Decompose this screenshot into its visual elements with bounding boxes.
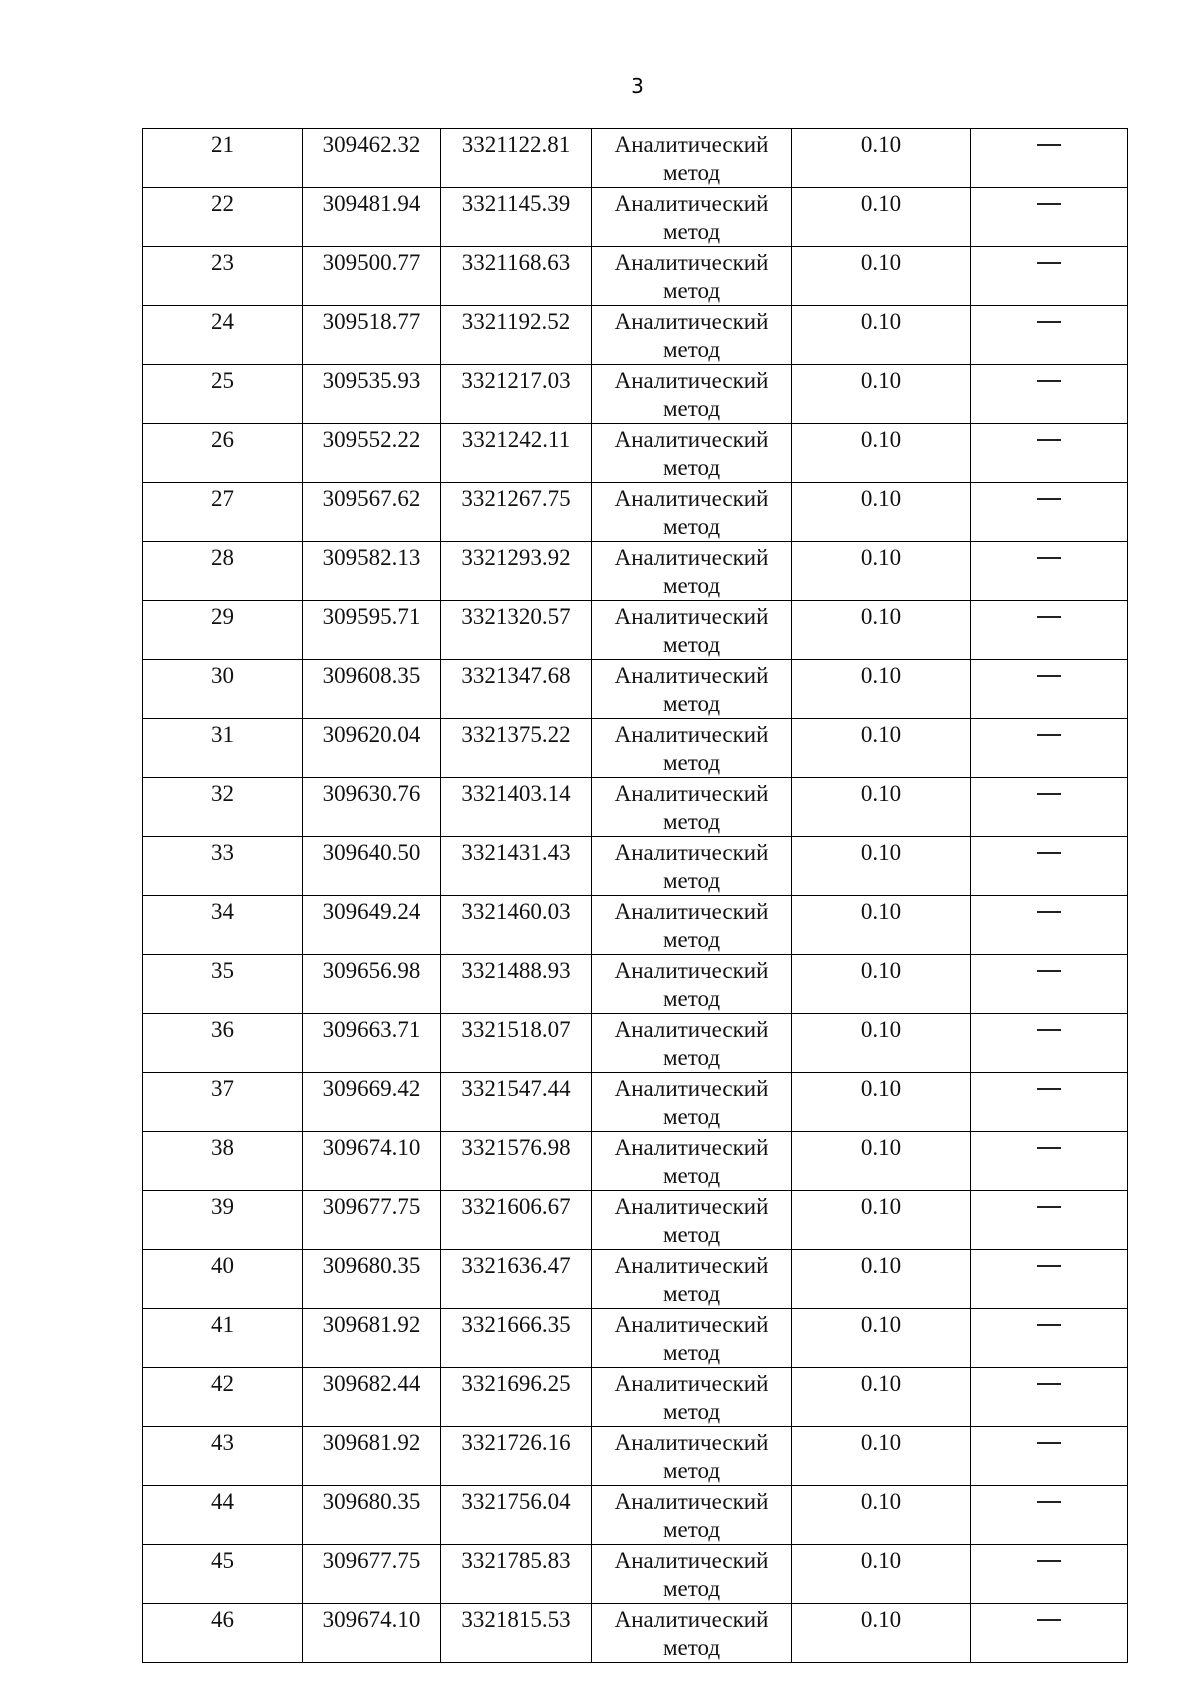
cell-y-coordinate: 3321320.57: [441, 601, 592, 660]
cell-x-coordinate: 309481.94: [303, 188, 441, 247]
cell-point-number: 31: [143, 719, 303, 778]
dash-mark: [1037, 1560, 1061, 1562]
table-row: [143, 1309, 1128, 1368]
cell-point-number: 23: [143, 247, 303, 306]
method-line-1: Аналитический: [614, 1312, 769, 1337]
method-line-1: Аналитический: [614, 1135, 769, 1160]
cell-point-number: 43: [143, 1427, 303, 1486]
table-row: [143, 1073, 1128, 1132]
cell-accuracy: 0.10: [792, 719, 971, 778]
cell-note: [971, 660, 1128, 719]
cell-method: [592, 1545, 792, 1604]
cell-accuracy: 0.10: [792, 247, 971, 306]
cell-x-coordinate: 309595.71: [303, 601, 441, 660]
cell-point-number: 46: [143, 1604, 303, 1663]
cell-accuracy: 0.10: [792, 1427, 971, 1486]
method-line-2: метод: [662, 1281, 721, 1306]
method-line-2: метод: [662, 1517, 721, 1542]
table-row: [143, 1486, 1128, 1545]
cell-method: [592, 365, 792, 424]
cell-accuracy: 0.10: [792, 129, 971, 188]
cell-accuracy: 0.10: [792, 306, 971, 365]
table-row: [143, 365, 1128, 424]
dash-mark: [1037, 616, 1061, 618]
cell-point-number: 30: [143, 660, 303, 719]
method-line-2: метод: [662, 573, 721, 598]
cell-y-coordinate: 3321168.63: [441, 247, 592, 306]
dash-mark: [1037, 262, 1061, 264]
cell-x-coordinate: 309620.04: [303, 719, 441, 778]
coordinates-table: [142, 128, 1128, 1663]
cell-y-coordinate: 3321192.52: [441, 306, 592, 365]
cell-x-coordinate: 309681.92: [303, 1427, 441, 1486]
cell-note: [971, 601, 1128, 660]
cell-y-coordinate: 3321122.81: [441, 129, 592, 188]
cell-accuracy: 0.10: [792, 1191, 971, 1250]
method-line-2: метод: [662, 1399, 721, 1424]
cell-method: [592, 719, 792, 778]
method-line-1: Аналитический: [614, 1017, 769, 1042]
method-line-1: Аналитический: [614, 1607, 769, 1632]
cell-point-number: 45: [143, 1545, 303, 1604]
cell-method: [592, 483, 792, 542]
cell-point-number: 22: [143, 188, 303, 247]
cell-note: [971, 1191, 1128, 1250]
table-row: [143, 778, 1128, 837]
cell-point-number: 25: [143, 365, 303, 424]
cell-y-coordinate: 3321518.07: [441, 1014, 592, 1073]
cell-y-coordinate: 3321403.14: [441, 778, 592, 837]
cell-note: [971, 1014, 1128, 1073]
cell-accuracy: 0.10: [792, 1604, 971, 1663]
cell-point-number: 42: [143, 1368, 303, 1427]
table-row: [143, 660, 1128, 719]
method-line-2: метод: [662, 1576, 721, 1601]
cell-y-coordinate: 3321636.47: [441, 1250, 592, 1309]
cell-y-coordinate: 3321460.03: [441, 896, 592, 955]
table-row: [143, 1014, 1128, 1073]
cell-x-coordinate: 309669.42: [303, 1073, 441, 1132]
method-line-1: Аналитический: [614, 1194, 769, 1219]
method-line-1: Аналитический: [614, 545, 769, 570]
cell-note: [971, 365, 1128, 424]
table-row: [143, 896, 1128, 955]
cell-note: [971, 1250, 1128, 1309]
method-line-2: метод: [662, 632, 721, 657]
cell-x-coordinate: 309682.44: [303, 1368, 441, 1427]
dash-mark: [1037, 144, 1061, 146]
cell-y-coordinate: 3321293.92: [441, 542, 592, 601]
cell-method: [592, 837, 792, 896]
dash-mark: [1037, 1206, 1061, 1208]
cell-method: [592, 896, 792, 955]
dash-mark: [1037, 1265, 1061, 1267]
method-line-2: метод: [662, 219, 721, 244]
cell-point-number: 44: [143, 1486, 303, 1545]
cell-accuracy: 0.10: [792, 837, 971, 896]
cell-point-number: 36: [143, 1014, 303, 1073]
cell-note: [971, 1309, 1128, 1368]
table-row: [143, 483, 1128, 542]
method-line-1: Аналитический: [614, 1489, 769, 1514]
cell-x-coordinate: 309680.35: [303, 1250, 441, 1309]
cell-point-number: 26: [143, 424, 303, 483]
method-line-2: метод: [662, 337, 721, 362]
cell-y-coordinate: 3321666.35: [441, 1309, 592, 1368]
method-line-1: Аналитический: [614, 1076, 769, 1101]
method-line-1: Аналитический: [614, 722, 769, 747]
table-row: [143, 542, 1128, 601]
cell-accuracy: 0.10: [792, 424, 971, 483]
method-line-2: метод: [662, 1458, 721, 1483]
dash-mark: [1037, 1442, 1061, 1444]
method-line-1: Аналитический: [614, 663, 769, 688]
cell-note: [971, 1486, 1128, 1545]
cell-accuracy: 0.10: [792, 1250, 971, 1309]
dash-mark: [1037, 1383, 1061, 1385]
cell-accuracy: 0.10: [792, 1309, 971, 1368]
dash-mark: [1037, 1501, 1061, 1503]
table-row: [143, 306, 1128, 365]
cell-note: [971, 778, 1128, 837]
cell-point-number: 21: [143, 129, 303, 188]
dash-mark: [1037, 970, 1061, 972]
cell-method: [592, 1250, 792, 1309]
cell-x-coordinate: 309640.50: [303, 837, 441, 896]
cell-note: [971, 1073, 1128, 1132]
method-line-1: Аналитический: [614, 604, 769, 629]
cell-method: [592, 1132, 792, 1191]
method-line-2: метод: [662, 160, 721, 185]
cell-note: [971, 129, 1128, 188]
cell-method: [592, 188, 792, 247]
method-line-2: метод: [662, 1635, 721, 1660]
cell-point-number: 29: [143, 601, 303, 660]
dash-mark: [1037, 793, 1061, 795]
cell-accuracy: 0.10: [792, 896, 971, 955]
method-line-2: метод: [662, 1340, 721, 1365]
cell-y-coordinate: 3321815.53: [441, 1604, 592, 1663]
cell-method: [592, 1309, 792, 1368]
cell-accuracy: 0.10: [792, 601, 971, 660]
cell-method: [592, 424, 792, 483]
method-line-1: Аналитический: [614, 1371, 769, 1396]
cell-accuracy: 0.10: [792, 660, 971, 719]
cell-method: [592, 1073, 792, 1132]
table-row: [143, 424, 1128, 483]
cell-method: [592, 601, 792, 660]
cell-accuracy: 0.10: [792, 1073, 971, 1132]
cell-note: [971, 955, 1128, 1014]
cell-point-number: 28: [143, 542, 303, 601]
method-line-2: метод: [662, 455, 721, 480]
dash-mark: [1037, 852, 1061, 854]
cell-x-coordinate: 309582.13: [303, 542, 441, 601]
dash-mark: [1037, 380, 1061, 382]
cell-accuracy: 0.10: [792, 188, 971, 247]
cell-note: [971, 896, 1128, 955]
method-line-1: Аналитический: [614, 368, 769, 393]
cell-point-number: 24: [143, 306, 303, 365]
dash-mark: [1037, 1324, 1061, 1326]
table-row: [143, 601, 1128, 660]
cell-y-coordinate: 3321347.68: [441, 660, 592, 719]
cell-accuracy: 0.10: [792, 1014, 971, 1073]
cell-note: [971, 1604, 1128, 1663]
cell-method: [592, 1486, 792, 1545]
cell-note: [971, 1368, 1128, 1427]
method-line-2: метод: [662, 1163, 721, 1188]
table-row: [143, 1191, 1128, 1250]
method-line-2: метод: [662, 396, 721, 421]
dash-mark: [1037, 1029, 1061, 1031]
cell-note: [971, 719, 1128, 778]
cell-y-coordinate: 3321431.43: [441, 837, 592, 896]
cell-x-coordinate: 309518.77: [303, 306, 441, 365]
table-row: [143, 719, 1128, 778]
method-line-1: Аналитический: [614, 486, 769, 511]
cell-x-coordinate: 309677.75: [303, 1191, 441, 1250]
cell-y-coordinate: 3321547.44: [441, 1073, 592, 1132]
cell-y-coordinate: 3321606.67: [441, 1191, 592, 1250]
cell-point-number: 39: [143, 1191, 303, 1250]
cell-method: [592, 1604, 792, 1663]
cell-point-number: 41: [143, 1309, 303, 1368]
cell-method: [592, 1014, 792, 1073]
cell-x-coordinate: 309681.92: [303, 1309, 441, 1368]
cell-point-number: 32: [143, 778, 303, 837]
cell-x-coordinate: 309552.22: [303, 424, 441, 483]
cell-note: [971, 306, 1128, 365]
cell-y-coordinate: 3321696.25: [441, 1368, 592, 1427]
table-row: [143, 1368, 1128, 1427]
cell-note: [971, 188, 1128, 247]
method-line-1: Аналитический: [614, 1253, 769, 1278]
cell-y-coordinate: 3321375.22: [441, 719, 592, 778]
cell-method: [592, 778, 792, 837]
method-line-1: Аналитический: [614, 840, 769, 865]
cell-note: [971, 483, 1128, 542]
dash-mark: [1037, 675, 1061, 677]
cell-y-coordinate: 3321576.98: [441, 1132, 592, 1191]
cell-method: [592, 1427, 792, 1486]
cell-x-coordinate: 309630.76: [303, 778, 441, 837]
cell-method: [592, 955, 792, 1014]
dash-mark: [1037, 1619, 1061, 1621]
method-line-1: Аналитический: [614, 1548, 769, 1573]
cell-x-coordinate: 309567.62: [303, 483, 441, 542]
cell-point-number: 37: [143, 1073, 303, 1132]
cell-note: [971, 837, 1128, 896]
method-line-2: метод: [662, 1104, 721, 1129]
table-row: [143, 129, 1128, 188]
cell-note: [971, 1545, 1128, 1604]
cell-y-coordinate: 3321145.39: [441, 188, 592, 247]
cell-note: [971, 424, 1128, 483]
cell-y-coordinate: 3321242.11: [441, 424, 592, 483]
method-line-2: метод: [662, 1222, 721, 1247]
method-line-2: метод: [662, 809, 721, 834]
cell-point-number: 27: [143, 483, 303, 542]
method-line-2: метод: [662, 868, 721, 893]
cell-accuracy: 0.10: [792, 1132, 971, 1191]
cell-accuracy: 0.10: [792, 542, 971, 601]
dash-mark: [1037, 734, 1061, 736]
cell-x-coordinate: 309677.75: [303, 1545, 441, 1604]
table-row: [143, 1427, 1128, 1486]
table-row: [143, 188, 1128, 247]
method-line-1: Аналитический: [614, 1430, 769, 1455]
cell-point-number: 34: [143, 896, 303, 955]
cell-x-coordinate: 309608.35: [303, 660, 441, 719]
table-row: [143, 837, 1128, 896]
cell-accuracy: 0.10: [792, 778, 971, 837]
cell-point-number: 35: [143, 955, 303, 1014]
cell-x-coordinate: 309500.77: [303, 247, 441, 306]
cell-note: [971, 1132, 1128, 1191]
method-line-1: Аналитический: [614, 427, 769, 452]
cell-accuracy: 0.10: [792, 365, 971, 424]
cell-method: [592, 306, 792, 365]
dash-mark: [1037, 1088, 1061, 1090]
method-line-1: Аналитический: [614, 250, 769, 275]
cell-method: [592, 247, 792, 306]
table-row: [143, 1545, 1128, 1604]
cell-y-coordinate: 3321267.75: [441, 483, 592, 542]
cell-method: [592, 660, 792, 719]
cell-x-coordinate: 309656.98: [303, 955, 441, 1014]
method-line-2: метод: [662, 278, 721, 303]
cell-x-coordinate: 309535.93: [303, 365, 441, 424]
method-line-2: метод: [662, 691, 721, 716]
cell-x-coordinate: 309680.35: [303, 1486, 441, 1545]
method-line-2: метод: [662, 986, 721, 1011]
cell-y-coordinate: 3321217.03: [441, 365, 592, 424]
method-line-2: метод: [662, 1045, 721, 1070]
cell-accuracy: 0.10: [792, 483, 971, 542]
cell-point-number: 40: [143, 1250, 303, 1309]
table-row: [143, 247, 1128, 306]
cell-x-coordinate: 309663.71: [303, 1014, 441, 1073]
method-line-1: Аналитический: [614, 899, 769, 924]
cell-note: [971, 542, 1128, 601]
cell-method: [592, 129, 792, 188]
cell-accuracy: 0.10: [792, 1545, 971, 1604]
method-line-1: Аналитический: [614, 191, 769, 216]
table-row: [143, 955, 1128, 1014]
cell-accuracy: 0.10: [792, 1368, 971, 1427]
dash-mark: [1037, 498, 1061, 500]
dash-mark: [1037, 1147, 1061, 1149]
table-row: [143, 1132, 1128, 1191]
cell-accuracy: 0.10: [792, 1486, 971, 1545]
method-line-2: метод: [662, 927, 721, 952]
cell-y-coordinate: 3321756.04: [441, 1486, 592, 1545]
cell-x-coordinate: 309674.10: [303, 1132, 441, 1191]
table-row: [143, 1250, 1128, 1309]
cell-x-coordinate: 309462.32: [303, 129, 441, 188]
cell-y-coordinate: 3321785.83: [441, 1545, 592, 1604]
page-number: 3: [631, 74, 644, 98]
cell-point-number: 38: [143, 1132, 303, 1191]
cell-note: [971, 1427, 1128, 1486]
dash-mark: [1037, 439, 1061, 441]
cell-method: [592, 542, 792, 601]
dash-mark: [1037, 557, 1061, 559]
dash-mark: [1037, 203, 1061, 205]
table-body: [143, 129, 1128, 1663]
cell-method: [592, 1191, 792, 1250]
table-row: [143, 1604, 1128, 1663]
method-line-1: Аналитический: [614, 309, 769, 334]
cell-y-coordinate: 3321726.16: [441, 1427, 592, 1486]
method-line-1: Аналитический: [614, 781, 769, 806]
cell-x-coordinate: 309674.10: [303, 1604, 441, 1663]
cell-x-coordinate: 309649.24: [303, 896, 441, 955]
cell-y-coordinate: 3321488.93: [441, 955, 592, 1014]
cell-point-number: 33: [143, 837, 303, 896]
method-line-2: метод: [662, 750, 721, 775]
method-line-1: Аналитический: [614, 958, 769, 983]
dash-mark: [1037, 911, 1061, 913]
cell-method: [592, 1368, 792, 1427]
method-line-1: Аналитический: [614, 132, 769, 157]
cell-note: [971, 247, 1128, 306]
cell-accuracy: 0.10: [792, 955, 971, 1014]
method-line-2: метод: [662, 514, 721, 539]
dash-mark: [1037, 321, 1061, 323]
